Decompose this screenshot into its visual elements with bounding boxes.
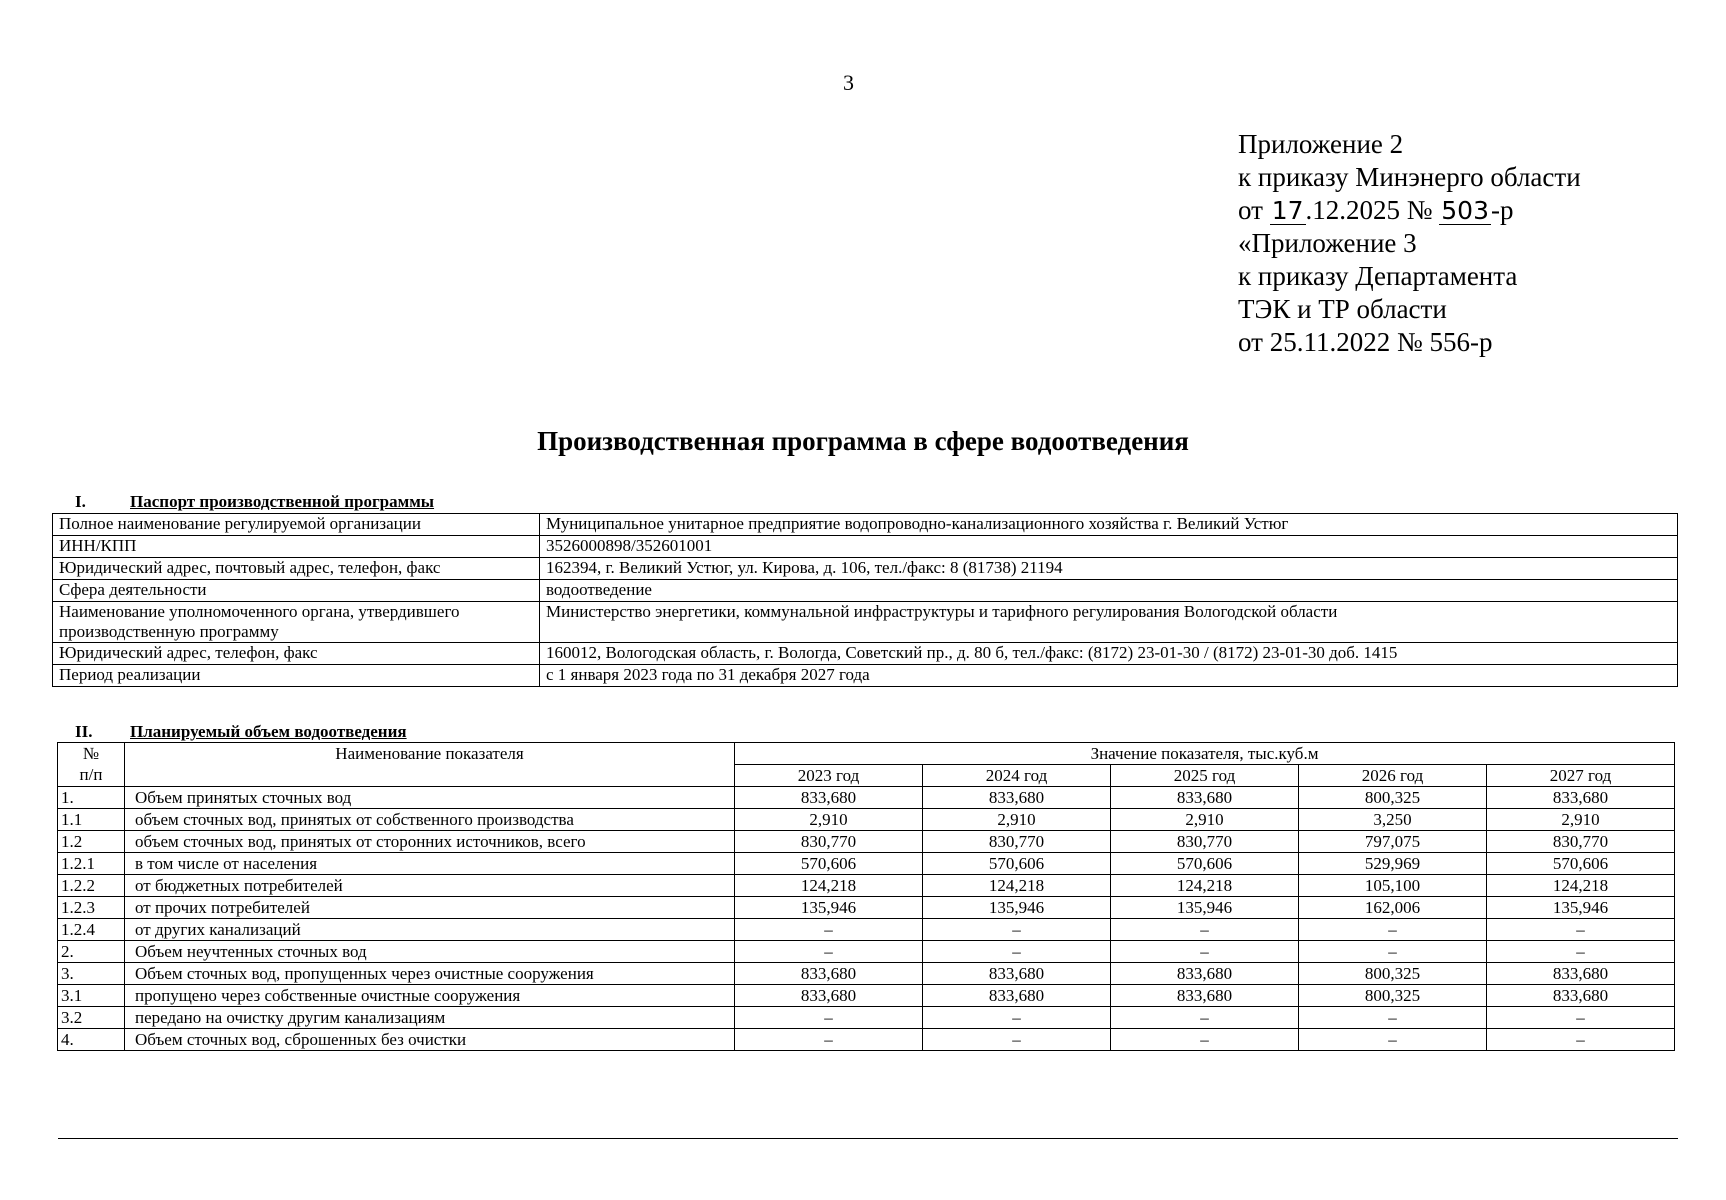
row-value: – — [1299, 919, 1487, 941]
passport-value: 3526000898/352601001 — [540, 536, 1678, 558]
volume-table — [57, 742, 1675, 1051]
row-number: 1.2.2 — [58, 875, 125, 897]
row-value: – — [923, 919, 1111, 941]
row-value: 833,680 — [923, 985, 1111, 1007]
appendix-line: ТЭК и ТР области — [1238, 294, 1447, 324]
row-indicator-name: Объем принятых сточных вод — [125, 787, 735, 809]
row-number: 1.2 — [58, 831, 125, 853]
passport-table — [52, 513, 1678, 687]
passport-value: Муниципальное унитарное предприятие водопроводно-канализационного хозяйства г. Великий Устюг — [540, 514, 1678, 536]
row-value: 833,680 — [735, 787, 923, 809]
appendix-line: «Приложение 3 — [1238, 228, 1417, 258]
passport-key: ИНН/КПП — [53, 536, 540, 558]
column-header-value-group: Значение показателя, тыс.куб.м — [735, 743, 1675, 765]
row-value: 135,946 — [1111, 897, 1299, 919]
row-value: 833,680 — [1487, 963, 1675, 985]
column-header-year: 2027 год — [1487, 765, 1675, 787]
table-row — [58, 897, 1675, 919]
passport-value: Министерство энергетики, коммунальной инфраструктуры и тарифного регулирования Вологодской области — [540, 602, 1678, 643]
row-number: 1.2.4 — [58, 919, 125, 941]
row-value: 570,606 — [1487, 853, 1675, 875]
row-value: 124,218 — [923, 875, 1111, 897]
table-row — [58, 831, 1675, 853]
row-value: – — [923, 1029, 1111, 1051]
row-value: – — [1111, 919, 1299, 941]
row-value: 833,680 — [923, 787, 1111, 809]
row-value: – — [1487, 941, 1675, 963]
row-value: 833,680 — [1111, 963, 1299, 985]
passport-key: Полное наименование регулируемой организации — [53, 514, 540, 536]
row-indicator-name: Объем неучтенных сточных вод — [125, 941, 735, 963]
row-value: 570,606 — [1111, 853, 1299, 875]
table-row — [58, 963, 1675, 985]
row-value: – — [1111, 1029, 1299, 1051]
row-value: – — [1299, 1029, 1487, 1051]
appendix-block — [1238, 128, 1581, 359]
row-value: 833,680 — [735, 985, 923, 1007]
row-value: – — [1487, 1029, 1675, 1051]
row-value: 833,680 — [735, 963, 923, 985]
passport-value: 162394, г. Великий Устюг, ул. Кирова, д. 106, тел./факс: 8 (81738) 21194 — [540, 558, 1678, 580]
row-value: 529,969 — [1299, 853, 1487, 875]
row-value: 3,250 — [1299, 809, 1487, 831]
handwritten-day: 17 — [1271, 196, 1304, 225]
appendix-line: к приказу Минэнерго области — [1238, 162, 1581, 192]
row-number: 1. — [58, 787, 125, 809]
row-value: 800,325 — [1299, 963, 1487, 985]
column-header-number: № п/п — [58, 743, 125, 787]
row-value: 833,680 — [1111, 787, 1299, 809]
row-indicator-name: Объем сточных вод, сброшенных без очистки — [125, 1029, 735, 1051]
row-number: 1.2.1 — [58, 853, 125, 875]
row-value: – — [1299, 1007, 1487, 1029]
row-value: 135,946 — [735, 897, 923, 919]
passport-value: водоотведение — [540, 580, 1678, 602]
row-indicator-name: в том числе от населения — [125, 853, 735, 875]
column-header-year: 2026 год — [1299, 765, 1487, 787]
row-value: – — [1111, 941, 1299, 963]
table-row — [58, 809, 1675, 831]
row-value: – — [735, 1029, 923, 1051]
column-header-name: Наименование показателя — [125, 743, 735, 787]
row-indicator-name: объем сточных вод, принятых от собственного производства — [125, 809, 735, 831]
table-row — [58, 941, 1675, 963]
row-value: 833,680 — [1487, 985, 1675, 1007]
table-row — [58, 985, 1675, 1007]
row-value: 833,680 — [923, 963, 1111, 985]
row-value: – — [1487, 1007, 1675, 1029]
row-value: – — [735, 919, 923, 941]
row-indicator-name: от бюджетных потребителей — [125, 875, 735, 897]
passport-row — [53, 558, 1678, 580]
passport-key: Наименование уполномоченного органа, утвердившего производственную программу — [53, 602, 540, 643]
row-value: 135,946 — [923, 897, 1111, 919]
document-title: Производственная программа в сфере водоотведения — [537, 426, 1189, 456]
row-value: – — [735, 941, 923, 963]
row-value: 800,325 — [1299, 787, 1487, 809]
row-value: – — [923, 1007, 1111, 1029]
row-value: 124,218 — [735, 875, 923, 897]
passport-row — [53, 580, 1678, 602]
appendix-line: к приказу Департамента — [1238, 261, 1518, 291]
passport-row — [53, 665, 1678, 687]
passport-row — [53, 643, 1678, 665]
row-number: 3. — [58, 963, 125, 985]
passport-row — [53, 536, 1678, 558]
row-indicator-name: передано на очистку другим канализациям — [125, 1007, 735, 1029]
row-number: 3.1 — [58, 985, 125, 1007]
table-row — [58, 853, 1675, 875]
passport-row — [53, 514, 1678, 536]
row-value: – — [1487, 919, 1675, 941]
row-value: 162,006 — [1299, 897, 1487, 919]
row-number: 2. — [58, 941, 125, 963]
passport-value: 160012, Вологодская область, г. Вологда, Советский пр., д. 80 б, тел./факс: (8172) 23-01-30 / (8172) 23-01-30 доб. 1415 — [540, 643, 1678, 665]
section-1-title: I. Паспорт производственной программы — [75, 492, 435, 511]
row-value: 2,910 — [735, 809, 923, 831]
row-value: 833,680 — [1487, 787, 1675, 809]
table-row — [58, 1007, 1675, 1029]
passport-key: Период реализации — [53, 665, 540, 687]
row-value: 2,910 — [1487, 809, 1675, 831]
row-value: 830,770 — [1111, 831, 1299, 853]
row-value: 124,218 — [1487, 875, 1675, 897]
row-value: 124,218 — [1111, 875, 1299, 897]
row-number: 4. — [58, 1029, 125, 1051]
row-value: 570,606 — [923, 853, 1111, 875]
row-value: 830,770 — [923, 831, 1111, 853]
row-value: 830,770 — [1487, 831, 1675, 853]
row-number: 1.1 — [58, 809, 125, 831]
table-row — [58, 787, 1675, 809]
passport-key: Сфера деятельности — [53, 580, 540, 602]
row-value: 800,325 — [1299, 985, 1487, 1007]
appendix-order-date-line: от 17.12.2025 № 503-р — [1238, 195, 1514, 225]
row-value: 570,606 — [735, 853, 923, 875]
row-indicator-name: пропущено через собственные очистные сооружения — [125, 985, 735, 1007]
row-number: 3.2 — [58, 1007, 125, 1029]
row-indicator-name: от других канализаций — [125, 919, 735, 941]
appendix-line: Приложение 2 — [1238, 129, 1404, 159]
handwritten-order-number: 503 — [1441, 196, 1489, 225]
row-value: 797,075 — [1299, 831, 1487, 853]
row-value: – — [735, 1007, 923, 1029]
row-value: – — [1299, 941, 1487, 963]
passport-row — [53, 602, 1678, 643]
appendix-line: от 25.11.2022 № 556-р — [1238, 327, 1493, 357]
column-header-year: 2023 год — [735, 765, 923, 787]
row-value: 833,680 — [1111, 985, 1299, 1007]
row-value: 2,910 — [1111, 809, 1299, 831]
row-number: 1.2.3 — [58, 897, 125, 919]
row-value: 2,910 — [923, 809, 1111, 831]
row-value: 830,770 — [735, 831, 923, 853]
column-header-year: 2024 год — [923, 765, 1111, 787]
row-value: 135,946 — [1487, 897, 1675, 919]
row-indicator-name: Объем сточных вод, пропущенных через очистные сооружения — [125, 963, 735, 985]
row-indicator-name: объем сточных вод, принятых от сторонних источников, всего — [125, 831, 735, 853]
passport-key: Юридический адрес, телефон, факс — [53, 643, 540, 665]
table-row — [58, 1029, 1675, 1051]
row-value: – — [1111, 1007, 1299, 1029]
table-row — [58, 919, 1675, 941]
row-value: 105,100 — [1299, 875, 1487, 897]
table-row — [58, 875, 1675, 897]
passport-value: с 1 января 2023 года по 31 декабря 2027 года — [540, 665, 1678, 687]
section-2-title: II. Планируемый объем водоотведения — [75, 722, 407, 741]
footer-divider — [58, 1138, 1678, 1139]
row-value: – — [923, 941, 1111, 963]
passport-key: Юридический адрес, почтовый адрес, телефон, факс — [53, 558, 540, 580]
row-indicator-name: от прочих потребителей — [125, 897, 735, 919]
column-header-year: 2025 год — [1111, 765, 1299, 787]
